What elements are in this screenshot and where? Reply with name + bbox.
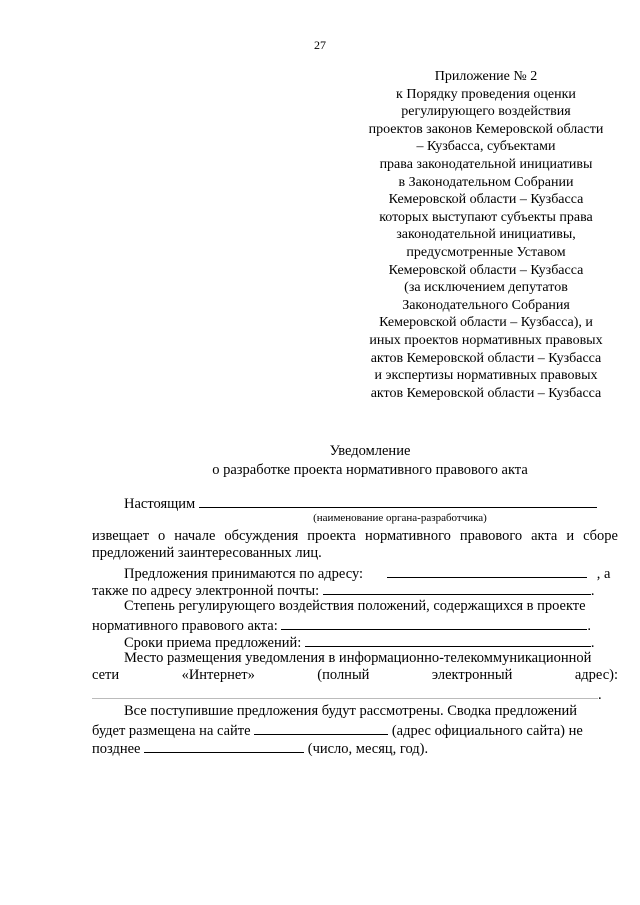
appendix-line: законодательной инициативы,	[396, 227, 576, 243]
placement-word: (полный	[317, 667, 370, 683]
degree-suffix: .	[587, 618, 592, 634]
appendix-block	[356, 68, 616, 402]
email-field[interactable]	[323, 580, 591, 595]
placement-word: электронный	[431, 667, 513, 683]
appendix-line: права законодательной инициативы	[379, 156, 593, 172]
developer-name-field[interactable]	[199, 493, 597, 508]
deadline-label: Сроки приема предложений:	[124, 635, 302, 651]
appendix-line: Законодательного Собрания	[402, 297, 570, 313]
final-line: Все поступившие предложения будут рассмотрены. Сводка предложений	[124, 703, 578, 719]
appendix-line: актов Кемеровской области – Кузбасса	[370, 385, 602, 401]
appendix-line: регулирующего воздействия	[401, 104, 571, 120]
appendix-line: Кемеровской области – Кузбасса	[388, 192, 584, 208]
notice-title: Уведомление	[329, 443, 411, 459]
placement-word: «Интернет»	[181, 667, 255, 683]
notice-subtitle: о разработке проекта нормативного правового акта	[212, 462, 528, 478]
appendix-line: и экспертизы нормативных правовых	[374, 368, 598, 384]
date-line	[92, 738, 618, 758]
appendix-line: (за исключением депутатов	[404, 280, 568, 296]
address-field[interactable]	[387, 563, 587, 578]
site-caption: (адрес официального сайта) не	[391, 723, 583, 739]
notice-paragraph	[92, 528, 618, 563]
appendix-line: к Порядку проведения оценки	[396, 86, 576, 102]
date-label: позднее	[92, 741, 141, 757]
appendix-line: – Кузбасса, субъектами	[416, 139, 556, 155]
appendix-line: проектов законов Кемеровской области	[368, 121, 604, 137]
email-suffix: .	[590, 583, 595, 599]
placement-address-line	[92, 684, 618, 704]
site-label: будет размещена на сайте	[92, 723, 251, 739]
date-field[interactable]	[144, 738, 304, 753]
notice-line: предложений заинтересованных лиц.	[92, 545, 322, 562]
intro-line	[124, 493, 604, 513]
page-number: 27	[314, 38, 326, 52]
degree-line: Степень регулирующего воздействия положений, содержащихся в проекте	[124, 598, 586, 614]
intro-word: Настоящим	[124, 496, 196, 512]
deadline-suffix: .	[590, 635, 595, 651]
placement-address-field[interactable]	[92, 684, 598, 699]
notice-heading	[180, 442, 560, 480]
site-field[interactable]	[254, 720, 388, 735]
email-label: также по адресу электронной почты:	[92, 583, 320, 599]
appendix-line: актов Кемеровской области – Кузбасса	[370, 350, 602, 366]
placement-words-line	[92, 667, 618, 684]
placement-line: Место размещения уведомления в информационно-телекоммуникационной	[124, 650, 592, 666]
appendix-line: которых выступают субъекты права	[379, 209, 593, 225]
degree-field[interactable]	[281, 615, 587, 630]
placement-end: .	[598, 687, 602, 703]
degree-label: нормативного правового акта:	[92, 618, 278, 634]
placement-word: сети	[92, 667, 120, 683]
notice-line: извещает о начале обсуждения проекта нормативного правового акта и сборе	[92, 528, 618, 544]
appendix-line: иных проектов нормативных правовых	[369, 332, 603, 348]
deadline-field[interactable]	[305, 632, 591, 647]
appendix-line: предусмотренные Уставом	[406, 244, 566, 260]
appendix-line: Кемеровской области – Кузбасса), и	[379, 315, 593, 331]
address-label: Предложения принимаются по адресу:	[124, 566, 364, 582]
appendix-line: Кемеровской области – Кузбасса	[388, 262, 584, 278]
date-caption: (число, месяц, год).	[307, 741, 429, 757]
placement-word: адрес):	[574, 667, 618, 683]
address-suffix: , а	[596, 566, 611, 582]
developer-caption: (наименование органа-разработчика)	[313, 512, 487, 524]
appendix-line: в Законодательном Собрании	[398, 174, 574, 190]
appendix-line: Приложение № 2	[434, 69, 538, 84]
